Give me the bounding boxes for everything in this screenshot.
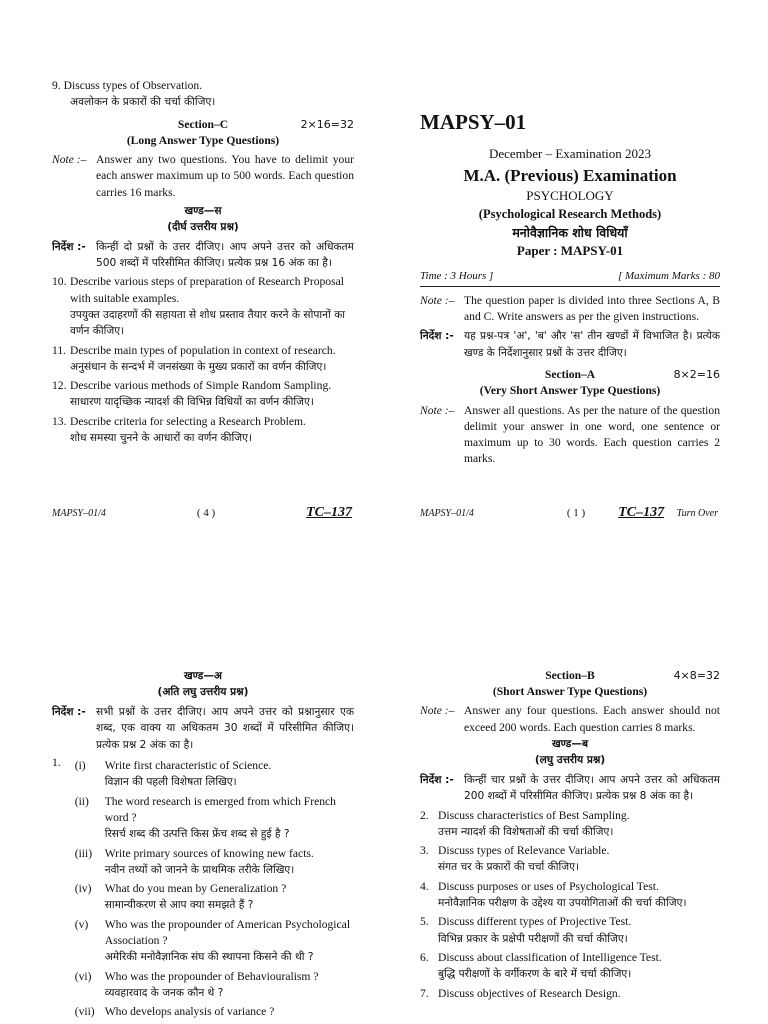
question-10: 10. Describe various steps of preparation of Research Proposal with suitable examples. उपयुक्त उदाहरणों की सहायता से शोध प्रस्ताव तैयार करने के सोपानों का वर्णन कीजिए। [52, 274, 354, 339]
footer-code: MAPSY–01/4 [420, 508, 474, 519]
general-hindi-note-text: यह प्रश्न-पत्र 'अ', 'ब' और 'स' तीन खण्डों में विभाजित है। प्रत्येक खण्ड के निर्देशानुसार प्रश्नों के उत्तर दीजिए। [464, 330, 720, 359]
question-11: 11. Describe main types of population in context of research. अनुसंधान के सन्दर्भ में जनसंख्या के मुख्य प्रकारों का वर्णन कीजिए। [52, 343, 354, 376]
section-a-subtitle: (Very Short Answer Type Questions) [479, 384, 661, 398]
section-a-note: Note :– Answer all questions. As per the nature of the question delimit your answer in one word, one sentence or maximum up to 30 words. Each question carries 2 marks. [420, 403, 720, 468]
question-12-text: Describe various methods of Simple Random Sampling. [70, 379, 332, 393]
question-13-hindi: शोध समस्या चुनने के आधारों का वर्णन कीजिए। [70, 432, 252, 445]
sub-question-ii: (ii) The word research is emerged from which French word ? रिसर्च शब्द की उत्पत्ति किस फ्रेंच शब्द से हुई है ? [74, 794, 336, 841]
question-11-hindi: अनुसंधान के सन्दर्भ में जनसंख्या के मुख्य प्रकारों का वर्णन कीजिए। [70, 360, 327, 373]
section-a-note-text: Answer all questions. As per the nature of the question delimit your answer in one word, one sentence or maximum up to 30 words. Each question carries 2 marks. [464, 403, 720, 466]
footer-turn-over: Turn Over [676, 508, 718, 519]
footer-page-number: ( 4 ) [196, 507, 216, 519]
section-c-marks: 2×16=32 [300, 117, 354, 131]
question-6: 6. Discuss about classification of Intelligence Test. बुद्धि परीक्षणों के वर्गीकरण के बारे में चर्चा कीजिए। [420, 951, 662, 981]
question-3: 3. Discuss types of Relevance Variable. संगत चर के प्रकारों की चर्चा कीजिए। [420, 844, 610, 874]
sub-question-iv: (iv) What do you mean by Generalization ? सामान्यीकरण से आप क्या समझते हैं ? [74, 882, 287, 912]
hindi-section-c: खण्ड—स [184, 204, 222, 217]
hindi-section-a: खण्ड—अ [183, 670, 223, 682]
paper-code-title: MAPSY–01 [420, 110, 527, 134]
section-b-subtitle: (Short Answer Type Questions) [492, 685, 648, 699]
footer-page-number: ( 1 ) [566, 507, 586, 519]
question-10-hindi: उपयुक्त उदाहरणों की सहायता से शोध प्रस्ताव तैयार करने के सोपानों का वर्णन कीजिए। [70, 308, 345, 338]
footer-tc-code: TC–137 [306, 505, 352, 520]
question-9: 9. Discuss types of Observation. [52, 79, 203, 92]
page-4-content [52, 78, 354, 446]
hindi-section-c-note [52, 239, 354, 272]
question-11-text: Describe main types of population in context of research. [70, 343, 336, 357]
page-4-footer [52, 503, 352, 523]
time-label: Time : 3 Hours ] [420, 269, 494, 282]
section-c-title: Section–C [177, 117, 229, 131]
question-12: 12. Describe various methods of Simple Random Sampling. साधारण यादृच्छिक न्यादर्श की विभिन्न विधियों का वर्णन कीजिए। [52, 378, 354, 411]
question-9-hindi: अवलोकन के प्रकारों की चर्चा कीजिए। [70, 96, 216, 109]
section-c-subtitle: (Long Answer Type Questions) [126, 133, 280, 147]
hindi-section-a-note-text: सभी प्रश्नों के उत्तर दीजिए। आप अपने उत्तर को प्रश्नानुसार एक शब्द, एक वाक्य या अधिकतम 30 शब्दों में परिसीमित कीजिए। प्रत्येक प्रश्न 2 अंक का है। [96, 705, 354, 751]
question-12-hindi: साधारण यादृच्छिक न्यादर्श की विभिन्न विधियों का वर्णन कीजिए। [70, 396, 314, 409]
page-1-footer [420, 503, 718, 523]
subject: PSYCHOLOGY [526, 188, 614, 204]
hindi-note-text: किन्हीं दो प्रश्नों के उत्तर दीजिए। आप अपने उत्तर को अधिकतम 500 शब्दों में परिसीमित कीजिए। प्रत्येक प्रश्न 16 अंक का है। [96, 240, 354, 269]
section-c-note [52, 152, 354, 201]
hindi-section-c-subtitle: (दीर्घ उत्तरीय प्रश्न) [167, 221, 239, 234]
section-b-note-text: Answer any four questions. Each answer should not exceed 200 words. Each question carries 8 marks. [464, 704, 720, 734]
section-a-marks: 8×2=16 [673, 368, 720, 382]
note-text: Answer any two questions. You have to delimit your each answer maximum up to 500 words. Each question carries 16 marks. [96, 153, 354, 199]
paper-name-hindi: मनोवैज्ञानिक शोध विधियाँ [512, 225, 628, 241]
time-marks-bar [420, 269, 720, 287]
question-13-text: Describe criteria for selecting a Research Problem. [70, 414, 306, 428]
section-c-header [52, 117, 354, 133]
question-10-text: Describe various steps of preparation of Research Proposal with suitable examples. [70, 275, 344, 305]
page-2-content [52, 668, 354, 1020]
question-2: 2. Discuss characteristics of Best Sampling. उत्तम न्यादर्श की विशेषताओं की चर्चा कीजिए। [420, 808, 630, 838]
sub-question-iii: (iii) Write primary sources of knowing new facts. नवीन तथ्यों को जानने के प्राथमिक तरीके लिखिए। [74, 846, 314, 876]
paper-name: (Psychological Research Methods) [478, 206, 662, 221]
hindi-section-b: खण्ड—ब [551, 737, 588, 750]
exam-title: M.A. (Previous) Examination [463, 165, 677, 185]
section-b-header [420, 668, 720, 684]
sub-question-v: (v) Who was the propounder of American Psychological Association ? अमेरिकी मनोवैज्ञानिक संघ की स्थापना किसने की थी ? [74, 917, 351, 964]
hindi-section-b-note-text: किन्हीं चार प्रश्नों के उत्तर दीजिए। आप अपने उत्तर को अधिकतम 200 शब्दों में परिसीमित कीजिए। प्रत्येक प्रश्न 8 अंक का है। [464, 773, 720, 803]
page-3-content [420, 668, 720, 1002]
sub-question-i: (i) Write first characteristic of Science. विज्ञान की पहली विशेषता लिखिए। [74, 759, 272, 789]
exam-line: December – Examination 2023 [488, 146, 652, 162]
section-b-marks: 4×8=32 [673, 669, 720, 682]
question-13: 13. Describe criteria for selecting a Research Problem. शोध समस्या चुनने के आधारों का वर्णन कीजिए। [52, 414, 354, 447]
page-1-content [420, 108, 720, 468]
general-note: Note :– The question paper is divided into three Sections A, B and C. Write answers as per the given instructions. [420, 293, 720, 325]
paper-code: Paper : MAPSY-01 [516, 243, 624, 259]
sub-question-vi: (vi) Who was the propounder of Behaviouralism ? व्यवहारवाद के जनक कौन थे ? [74, 969, 319, 999]
general-note-text: The question paper is divided into three Sections A, B and C. Write answers as per the given instructions. [464, 294, 720, 324]
footer-tc-code: TC–137 [618, 505, 665, 520]
section-b-title: Section–B [545, 669, 595, 682]
hindi-section-b-subtitle: (लघु उत्तरीय प्रश्न) [534, 754, 606, 767]
footer-code: MAPSY–01/4 [52, 508, 106, 519]
question-1 [52, 755, 354, 1020]
section-a-title: Section–A [544, 368, 596, 382]
sub-question-vii: (vii) Who develops analysis of variance ? [74, 1005, 275, 1019]
question-7: 7. Discuss objectives of Research Design. [420, 986, 621, 1000]
general-hindi-note: निर्देश :- यह प्रश्न-पत्र 'अ', 'ब' और 'स' तीन खण्डों में विभाजित है। प्रत्येक खण्ड के निर्देशानुसार प्रश्नों के उत्तर दीजिए। [420, 328, 720, 361]
hindi-note-label: निर्देश :- [52, 240, 86, 253]
section-a-header [420, 367, 720, 383]
section-b-note: Note :– Answer any four questions. Each answer should not exceed 200 words. Each question carries 8 marks. [420, 703, 720, 735]
note-label: Note :– [52, 153, 87, 167]
hindi-section-b-note: निर्देश :- किन्हीं चार प्रश्नों के उत्तर दीजिए। आप अपने उत्तर को अधिकतम 200 शब्दों में परिसीमित कीजिए। प्रत्येक प्रश्न 8 अंक का है। [420, 772, 720, 805]
hindi-section-a-subtitle: (अति लघु उत्तरीय प्रश्न) [157, 686, 249, 699]
hindi-section-a-note: निर्देश :- सभी प्रश्नों के उत्तर दीजिए। आप अपने उत्तर को प्रश्नानुसार एक शब्द, एक वाक्य या अधिकतम 30 शब्दों में परिसीमित कीजिए। प्रत्येक प्रश्न 2 अंक का है। [52, 704, 354, 753]
question-5: 5. Discuss different types of Projective Test. विभिन्न प्रकार के प्रक्षेपी परीक्षणों की चर्चा कीजिए। [420, 915, 632, 945]
max-marks-label: [ Maximum Marks : 80 [617, 269, 720, 282]
question-1-number: 1. [52, 756, 61, 770]
question-4: 4. Discuss purposes or uses of Psychological Test. मनोवैज्ञानिक परीक्षण के उद्देश्य या उपयोगिताओं की चर्चा कीजिए। [420, 879, 687, 909]
